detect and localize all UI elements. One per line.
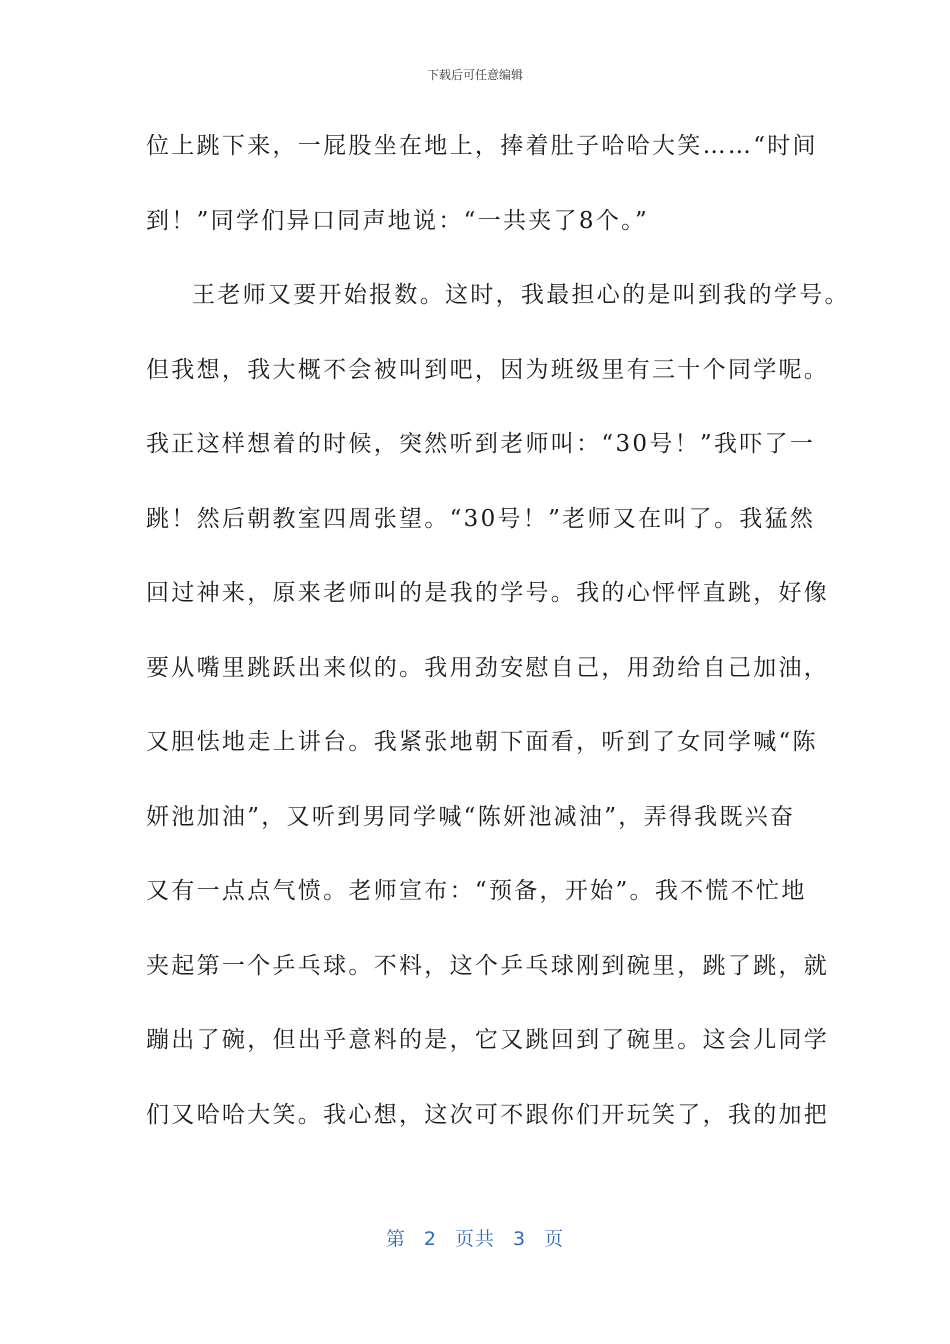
- document-body: [146, 124, 850, 1167]
- page-number-total: 3: [513, 1228, 527, 1250]
- footer-label-di: 第: [385, 1228, 406, 1250]
- text-line: 但我想，我大概不会被叫到吧，因为班级里有三十个同学呢。: [146, 356, 830, 383]
- text-line: 蹦出了碗，但出乎意料的是，它又跳回到了碗里。这会儿同学: [146, 1027, 830, 1053]
- text-line: 王老师又要开始报数。这时，我最担心的是叫到我的学号。: [192, 282, 850, 308]
- text-line: 又胆怯地走上讲台。我紧张地朝下面看，听到了女同学喊“陈: [146, 729, 818, 755]
- text-line: 位上跳下来，一屁股坐在地上，捧着肚子哈哈大笑……“时间: [146, 133, 818, 159]
- text-line: 我正这样想着的时候，突然听到老师叫：“30号！”我吓了一: [146, 431, 816, 457]
- footer-label-ye: 页: [544, 1228, 565, 1250]
- page-number-current: 2: [423, 1228, 437, 1250]
- text-line: 要从嘴里跳跃出来似的。我用劲安慰自己，用劲给自己加油，: [146, 654, 830, 681]
- page-footer: [0, 1224, 950, 1251]
- text-line: 到！”同学们异口同声地说：“一共夹了8个。”: [146, 207, 650, 234]
- text-line: 跳！然后朝教室四周张望。“30号！”老师又在叫了。我猛然: [146, 505, 816, 532]
- text-line: 们又哈哈大笑。我心想，这次可不跟你们开玩笑了，我的加把: [146, 1101, 830, 1128]
- text-line: 夹起第一个乒乓球。不料，这个乒乓球刚到碗里，跳了跳，就: [146, 952, 830, 979]
- footer-label-ye-gong: 页共: [454, 1228, 495, 1250]
- text-line: 又有一点点气愤。老师宣布：“预备，开始”。我不慌不忙地: [146, 878, 807, 904]
- text-line: 回过神来，原来老师叫的是我的学号。我的心怦怦直跳，好像: [146, 580, 830, 606]
- text-line: 妍池加油”，又听到男同学喊“陈妍池减油”，弄得我既兴奋: [146, 803, 796, 830]
- page-header: 下载后可任意编辑: [426, 68, 523, 82]
